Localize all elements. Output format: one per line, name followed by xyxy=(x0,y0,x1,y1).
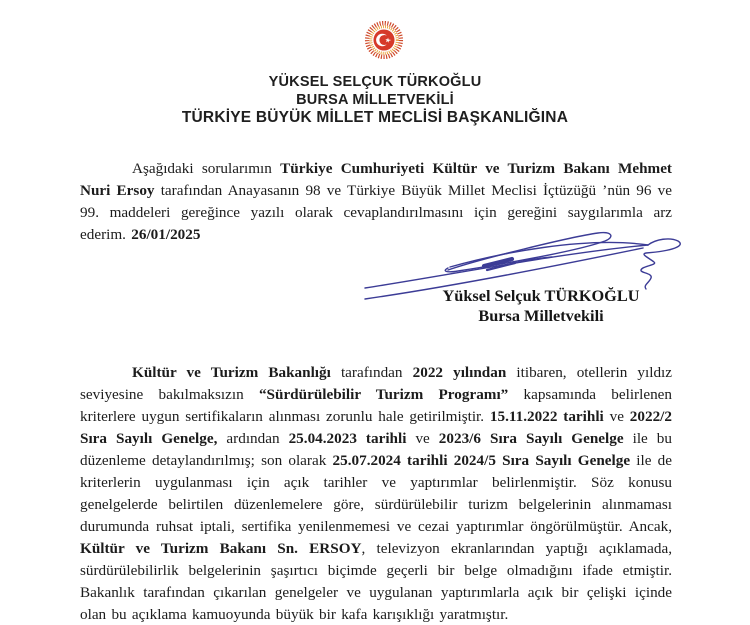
body-paragraph: Kültür ve Turizm Bakanlığı tarafından 2022 yılından itibaren, otellerin yıldız seviyesine bakılmaksızın “Sürdürülebilir Turizm Programı” kapsamında belirlenen kriterlere uygun sertifikaların alınması zorunlu hale getirilmiştir. 15.11.2022 tarihli ve 2022/2 Sıra Sayılı Genelge, ardından 25.04.2023 tarihli ve 2023/6 Sıra Sayılı Genelge ile bu düzenleme detaylandırılmış; son olarak 25.07.2024 tarihli 2024/5 Sıra Sayılı Genelge ile de kriterlerin uygulanması için açık tarihler ve yaptırımlar belirlenmiştir. Söz konusu genelgelerde belirtilen düzenlemelere göre, sürdürülebilir turizm belgelerinin alınmaması durumunda ruhsat iptali, sertifika yenilenmemesi ve cezai yaptırımlar öngörülmüştür. Ancak, Kültür ve Turizm Bakanı Sn. ERSOY, televizyon ekranlarından yaptığı açıklamada, sürdürülebilirlik belgelerinin şaşırtıcı biçimde geçerli bir belge olmadığını ifade etmiştir. Bakanlık tarafından çıkarılan genelgeler ve uygulanan yaptırımlarla açık bir çelişki içinde olan bu açıklama kamuoyunda büyük bir kafa karışıklığı yaratmıştır. xyxy=(80,364,673,623)
signature-flourish-stroke xyxy=(641,239,680,289)
deputy-name-heading: YÜKSEL SELÇUK TÜRKOĞLU xyxy=(268,74,482,90)
deputy-constituency-heading: BURSA MİLLETVEKİLİ xyxy=(296,91,454,108)
signatory-title: Bursa Milletvekili xyxy=(478,306,604,325)
document-header xyxy=(0,74,750,127)
petition-paragraph: Aşağıdaki sorularımın Türkiye Cumhuriyeti Kültür ve Turizm Bakanı Mehmet Nuri Ersoy tarafından Anayasanın 98 ve Türkiye Büyük Millet Meclisi İçtüzüğü ’nün 96 ve 99. maddeleri gereğince yazılı olarak cevaplandırılmasını için gereğini saygılarımla arz ederim. 26/01/2025 xyxy=(80,160,672,243)
tbmm-emblem-icon xyxy=(364,20,404,60)
addressee-heading: TÜRKİYE BÜYÜK MİLLET MECLİSİ BAŞKANLIĞINA xyxy=(181,109,569,126)
signatory-name: Yüksel Selçuk TÜRKOĞLU xyxy=(442,286,640,305)
signature-underline-stroke xyxy=(365,245,648,288)
tbmm-emblem-graphic xyxy=(364,20,404,60)
signatory-block xyxy=(400,286,682,326)
